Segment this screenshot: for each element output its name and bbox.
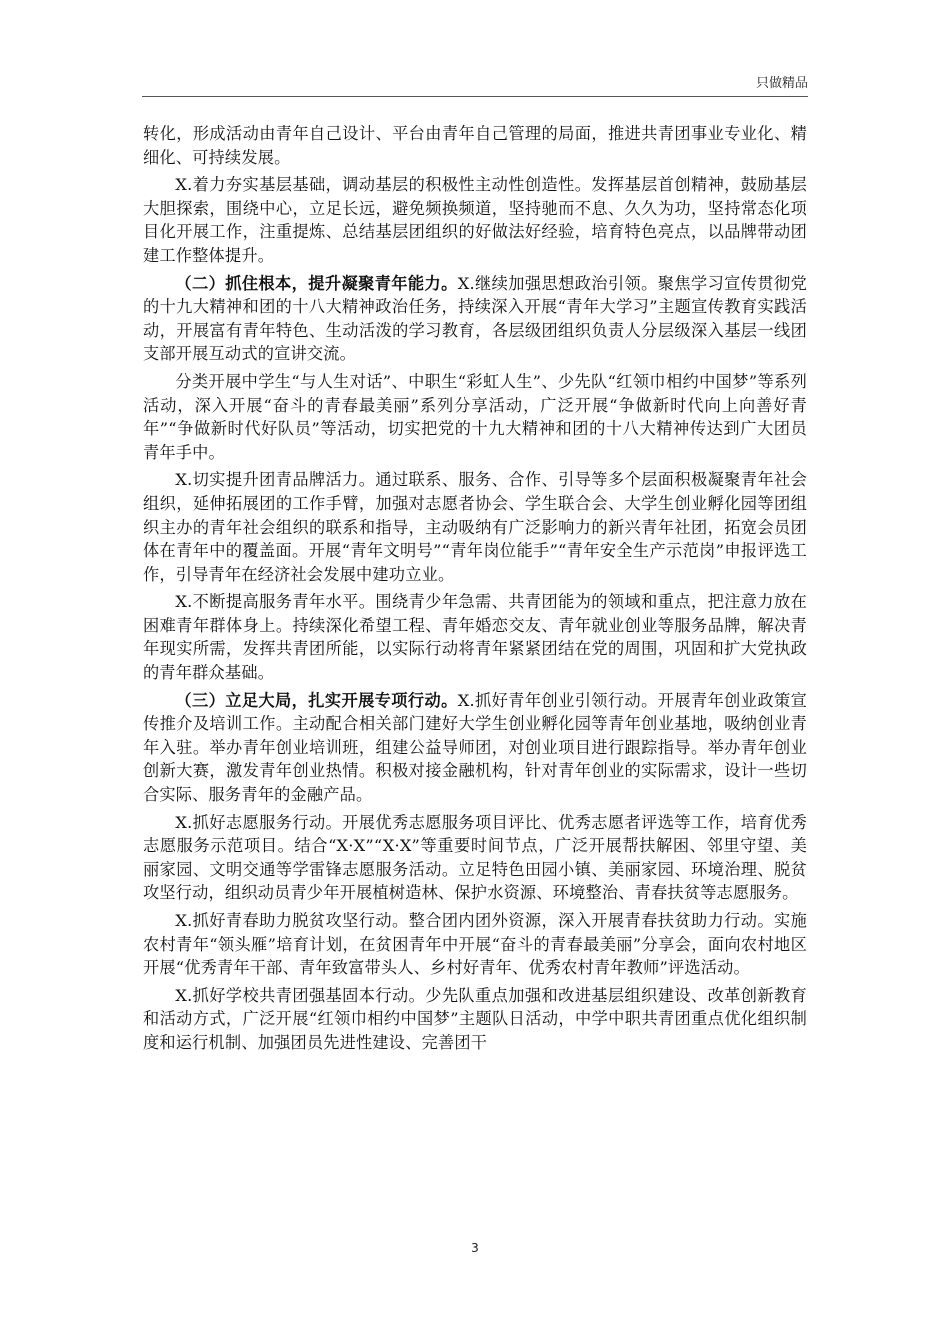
header-divider xyxy=(142,96,808,97)
section-heading: （二）抓住根本，提升凝聚青年能力。 xyxy=(175,273,458,293)
paragraph-text: X.切实提升团青品牌活力。通过联系、服务、合作、引导等多个层面积极凝聚青年社会组织，延伸拓展团的工作手臂，加强对志愿者协会、学生联合会、大学生创业孵化园等团组织主办的青年社会组织的联系和指导，主动吸纳有广泛影响力的新兴青年社团，拓宽会员团体在青年中的覆盖面。开展“青年文明号”“青年岗位能手”“青年安全生产示范岗”申报评选工作，引导青年在经济社会发展中建功立业。 xyxy=(143,470,807,584)
document-body xyxy=(143,122,807,1055)
paragraph-1 xyxy=(143,122,807,169)
paragraph-text: X.着力夯实基层基础，调动基层的积极性主动性创造性。发挥基层首创精神，鼓励基层大胆探索，围绕中心，立足长远，避免频换频道，坚持驰而不息、久久为功，坚持常态化项目化开展工作，注重提炼、总结基层团组织的好做法好经验，培育特色亮点，以品牌带动团建工作整体提升。 xyxy=(143,175,807,265)
paragraph-3 xyxy=(143,272,807,366)
paragraph-text: X.抓好青春助力脱贫攻坚行动。整合团内团外资源，深入开展青春扶贫助力行动。实施农村青年“领头雁”培育计划，在贫困青年中开展“奋斗的青春最美丽”分享会，面向农村地区开展“优秀青年干部、青年致富带头人、乡村好青年、优秀农村青年教师”评选活动。 xyxy=(143,911,807,978)
paragraph-text: 转化，形成活动由青年自己设计、平台由青年自己管理的局面，推进共青团事业专业化、精细化、可持续发展。 xyxy=(143,124,807,167)
paragraph-text: 分类开展中学生“与人生对话”、中职生“彩虹人生”、少先队“红领巾相约中国梦”等系列活动，深入开展“奋斗的青春最美丽”系列分享活动，广泛开展“争做新时代向上向善好青年”“争做新时代好队员”等活动，切实把党的十九大精神和团的十八大精神传达到广大团员青年手中。 xyxy=(143,371,807,462)
paragraph-7 xyxy=(143,689,807,807)
paragraph-4 xyxy=(143,370,807,464)
paragraph-9 xyxy=(143,909,807,980)
paragraph-10 xyxy=(143,984,807,1055)
paragraph-text: X.抓好学校共青团强基固本行动。少先队重点加强和改进基层组织建设、改革创新教育和活动方式，广泛开展“红领巾相约中国梦”主题队日活动，中学中职共青团重点优化组织制度和运行机制、加强团员先进性建设、完善团干 xyxy=(143,985,807,1052)
paragraph-6 xyxy=(143,590,807,684)
section-heading: （三）立足大局，扎实开展专项行动。 xyxy=(175,690,458,710)
paragraph-8 xyxy=(143,811,807,905)
paragraph-5 xyxy=(143,468,807,586)
paragraph-2 xyxy=(143,173,807,267)
paragraph-text: X.抓好青年创业引领行动。开展青年创业政策宣传推介及培训工作。主动配合相关部门建好大学生创业孵化园等青年创业基地，吸纳创业青年入驻。举办青年创业培训班，组建公益导师团，对创业项目进行跟踪指导。举办青年创业创新大赛，激发青年创业热情。积极对接金融机构，针对青年创业的实际需求，设计一些切合实际、服务青年的金融产品。 xyxy=(143,690,807,805)
paragraph-text: X.不断提高服务青年水平。围绕青少年急需、共青团能为的领域和重点，把注意力放在困难青年群体身上。持续深化希望工程、青年婚恋交友、青年就业创业等服务品牌，解决青年现实所需，发挥共青团所能，以实际行动将青年紧紧团结在党的周围，巩固和扩大党执政的青年群众基础。 xyxy=(143,592,807,683)
paragraph-text: X.继续加强思想政治引领。聚焦学习宣传贯彻党的十九大精神和团的十八大精神政治任务，持续深入开展“青年大学习”主题宣传教育实践活动，开展富有青年特色、生动活泼的学习教育，各层级团组织负责人分层级深入基层一线团支部开展互动式的宣讲交流。 xyxy=(143,273,807,364)
paragraph-text: X.抓好志愿服务行动。开展优秀志愿服务项目评比、优秀志愿者评选等工作，培育优秀志愿服务示范项目。结合“X·X”“X·X”等重要时间节点，广泛开展帮扶解困、邻里守望、美丽家园、文明交通等学雷锋志愿服务活动。立足特色田园小镇、美丽家园、环境治理、脱贫攻坚行动，组织动员青少年开展植树造林、保护水资源、环境整治、青春扶贫等志愿服务。 xyxy=(143,812,807,903)
page-number: 3 xyxy=(471,1241,479,1255)
page-header-text: 只做精品 xyxy=(755,76,808,91)
